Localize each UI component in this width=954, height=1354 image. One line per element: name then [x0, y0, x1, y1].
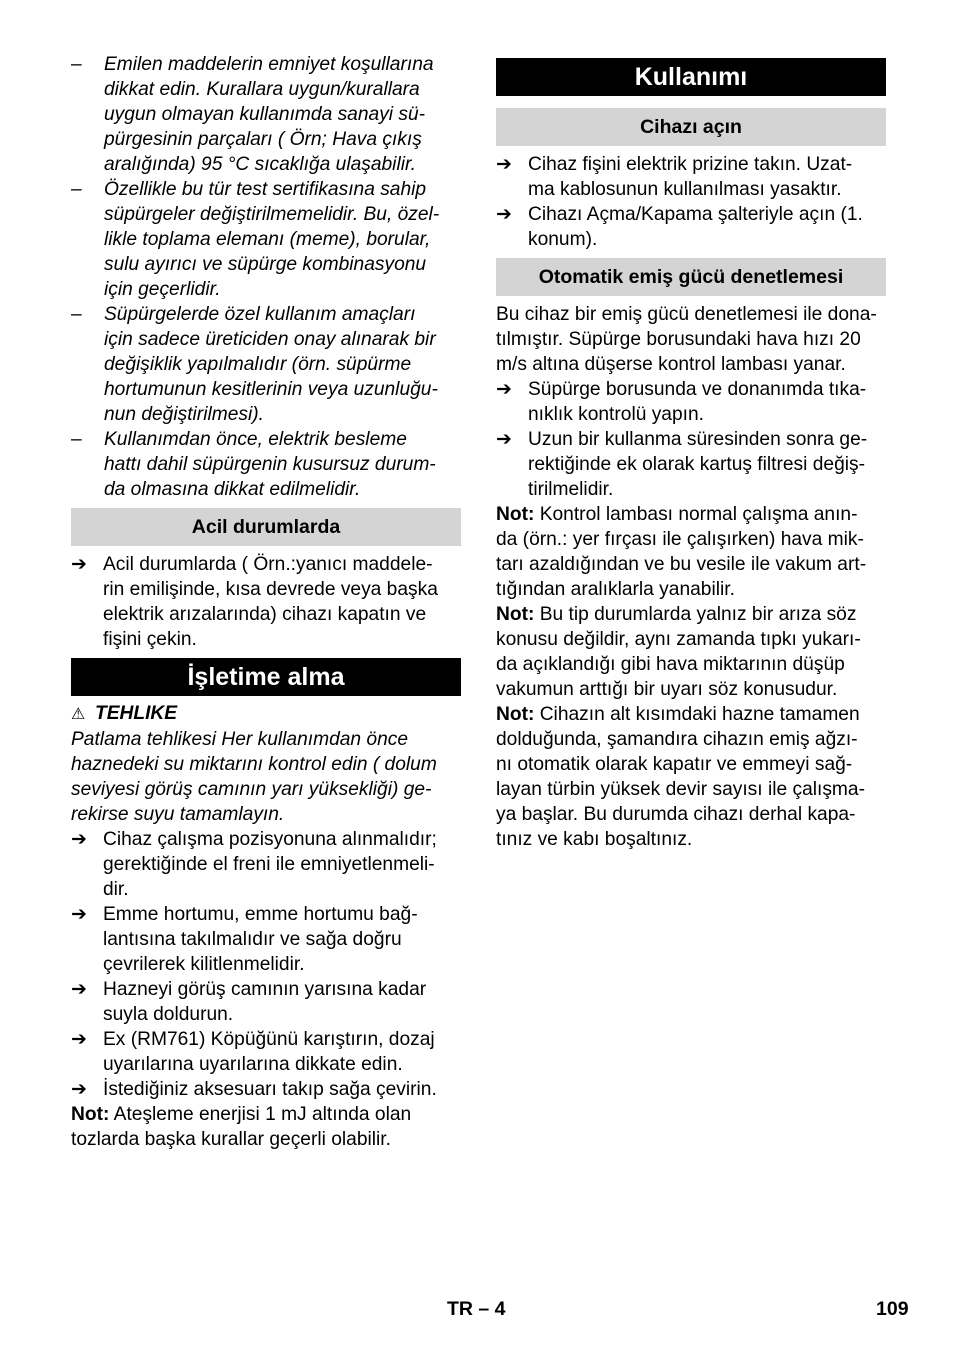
right-column	[496, 52, 886, 852]
suction-intro: Bu cihaz bir emiş gücü denetlemesi ile dona- tılmıştır. Süpürge borusundaki hava hızı 20 m/s altına düşerse kontrol lambası yanar.	[496, 304, 877, 375]
arrow-icon: ➔	[71, 1079, 87, 1100]
arrow-icon: ➔	[496, 204, 512, 225]
danger-notice: ⚠ TEHLIKE Patlama tehlikesi Her kullanımdan önce haznedeki su miktarını kontrol edin ( dolum seviyesi görüş camının yarı yüksekliği) ge- rekirse suyu tamamlayın.	[71, 703, 437, 825]
dash-marker: –	[71, 429, 82, 450]
section-heading-emergency: Acil durumlarda	[71, 508, 461, 546]
commissioning-steps	[71, 827, 461, 1102]
dash-marker: –	[71, 54, 82, 75]
note-label: Not:	[496, 504, 535, 525]
warning-triangle-icon: ⚠	[71, 706, 86, 723]
arrow-icon: ➔	[496, 379, 512, 400]
list-item: – Kullanımdan önce, elektrik besleme hattı dahil süpürgenin kusursuz durum- da olmasına dikkat edilmelidir.	[71, 429, 436, 500]
note-label: Not:	[496, 704, 535, 725]
chapter-heading-usage: Kullanımı	[496, 58, 886, 96]
note-paragraph: Not: Kontrol lambası normal çalışma anın- da (örn.: yer fırçası ile çalışırken) hava mik- tarı azaldığından ve bu vesile ile vakum art- tığından aralıklarla yanabilir.	[496, 504, 867, 600]
section-heading-switch-on: Cihazı açın	[496, 108, 886, 146]
footer-section-label: TR – 4	[447, 1298, 506, 1320]
arrow-icon: ➔	[496, 154, 512, 175]
list-item: ➔ Süpürge borusunda ve donanımda tıka- nıklık kontrolü yapın.	[496, 379, 867, 425]
suction-steps	[496, 377, 886, 502]
list-item: ➔ Cihaz çalışma pozisyonuna alınmalıdır; gerektiğinde el freni ile emniyetlenmeli- dir.	[71, 829, 437, 900]
page-number: 109	[876, 1298, 909, 1320]
note-label: Not:	[496, 604, 535, 625]
list-item: ➔ Uzun bir kullanma süresinden sonra ge- rektiğinde ek olarak kartuş filtresi değiş- tirilmelidir.	[496, 429, 868, 500]
list-item: ➔ Emme hortumu, emme hortumu bağ- lantısına takılmalıdır ve sağa doğru çevrilerek kilitlenmelidir.	[71, 904, 418, 975]
note-paragraph: Not: Ateşleme enerjisi 1 mJ altında olan tozlarda başka kurallar geçerli olabilir.	[71, 1104, 412, 1150]
dash-marker: –	[71, 304, 82, 325]
list-item: – Özellikle bu tür test sertifikasına sahip süpürgeler değiştirilmemelidir. Bu, özel- likle toplama elemanı (meme), borular, sulu ayırıcı ve süpürge kombinasyonu için geçerlidir.	[71, 179, 440, 300]
chapter-heading-commissioning: İşletime alma	[71, 658, 461, 696]
left-column	[71, 52, 461, 1152]
arrow-icon: ➔	[71, 829, 87, 850]
list-item: ➔ Cihazı Açma/Kapama şalteriyle açın (1. konum).	[496, 204, 863, 250]
arrow-icon: ➔	[71, 904, 87, 925]
note-label: Not:	[71, 1104, 110, 1125]
note-paragraph: Not: Cihazın alt kısımdaki hazne tamamen dolduğunda, şamandıra cihazın emiş ağzı- nı otomatik olarak kapatır ve emmeyi sağ- layan türbin yüksek devir sayısı ile çalışma- ya başlar. Bu durumda cihazı derhal kapa- tınız ve kabı boşaltınız.	[496, 704, 865, 850]
list-item: ➔ Cihaz fişini elektrik prizine takın. Uzat- ma kablosunun kullanılması yasaktır.	[496, 154, 853, 200]
list-item: ➔ Acil durumlarda ( Örn.:yanıcı maddele- rin emilişinde, kısa devrede veya başka elektrik arızalarında) cihazı kapatın ve fişini çekin.	[71, 554, 438, 650]
safety-list	[71, 52, 461, 502]
section-heading-suction-monitoring: Otomatik emiş gücü denetlemesi	[496, 258, 886, 296]
note-paragraph: Not: Bu tip durumlarda yalnız bir arıza söz konusu değildir, aynı zamanda tıpkı yukarı- da açıklandığı gibi hava miktarının düşüp vakumun arttığı bir uyarı söz konusudur.	[496, 604, 861, 700]
list-item: ➔ Ex (RM761) Köpüğünü karıştırın, dozaj uyarılarına uyarılarına dikkate edin.	[71, 1029, 435, 1075]
dash-marker: –	[71, 179, 82, 200]
list-item: – Emilen maddelerin emniyet koşullarına dikkat edin. Kurallara uygun/kurallara uygun olmayan kullanımda sanayi sü- pürgesinin parçaları ( Örn; Hava çıkış aralığında) 95 °C sıcaklığa ulaşabilir.	[71, 54, 434, 175]
arrow-icon: ➔	[71, 979, 87, 1000]
switch-on-steps	[496, 152, 886, 252]
list-item: – Süpürgelerde özel kullanım amaçları için sadece üreticiden onay alınarak bir değişiklik yapılmalıdır (örn. süpürme hortumunun kesitlerinin veya uzunluğu- nun değiştirilmesi).	[71, 304, 438, 425]
list-item: ➔ İstediğiniz aksesuarı takıp sağa çevirin.	[71, 1079, 437, 1100]
arrow-icon: ➔	[496, 429, 512, 450]
list-item: ➔ Hazneyi görüş camının yarısına kadar suyla doldurun.	[71, 979, 427, 1025]
arrow-icon: ➔	[71, 1029, 87, 1050]
danger-label: TEHLIKE	[95, 703, 178, 724]
arrow-icon: ➔	[71, 554, 87, 575]
